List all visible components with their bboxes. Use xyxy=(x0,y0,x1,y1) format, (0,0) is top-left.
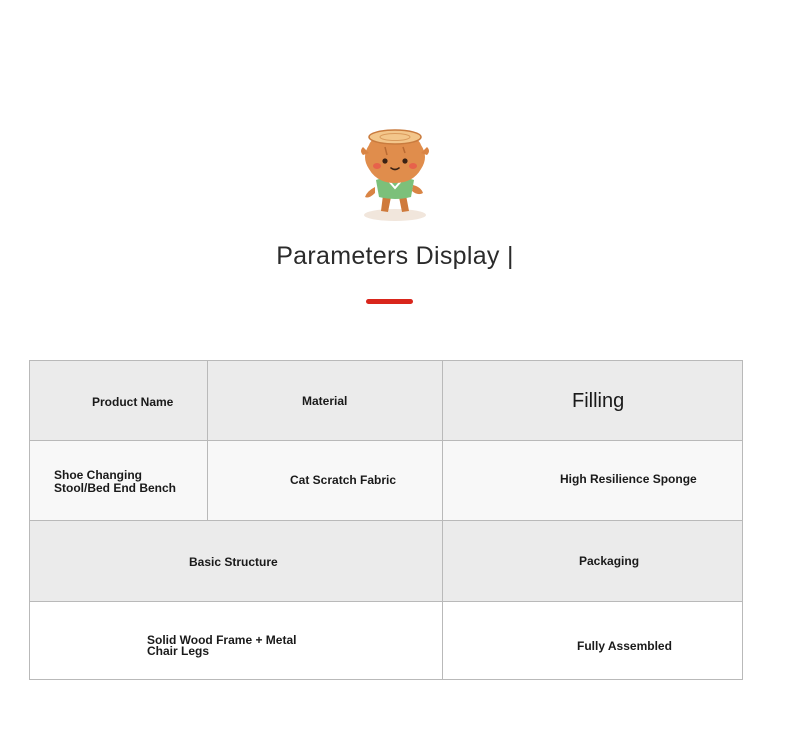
parameters-table xyxy=(29,360,743,680)
basic-structure-value-line2: Chair Legs xyxy=(147,644,210,658)
product-name-value-line2: Stool/Bed End Bench xyxy=(54,481,177,495)
value-cell-filling xyxy=(442,440,743,521)
value-cell-basic-structure xyxy=(29,601,443,680)
packaging-label: Packaging xyxy=(579,554,640,568)
basic-structure-value-line1: Solid Wood Frame + Metal xyxy=(147,633,297,647)
product-name-label: Product Name xyxy=(92,395,174,409)
header-cell-product-name xyxy=(29,360,208,441)
header-cell-filling xyxy=(442,360,743,441)
filling-label: Filling xyxy=(572,390,625,412)
filling-value: High Resilience Sponge xyxy=(560,472,697,486)
value-cell-packaging xyxy=(442,601,743,680)
header-cell-packaging xyxy=(442,520,743,602)
title-underline xyxy=(366,299,413,304)
value-cell-product-name xyxy=(29,440,208,521)
basic-structure-label: Basic Structure xyxy=(189,555,278,569)
tree-stump-mascot-icon xyxy=(355,125,435,225)
material-value: Cat Scratch Fabric xyxy=(290,473,397,487)
product-name-value-line1: Shoe Changing xyxy=(54,468,142,482)
header-cell-material xyxy=(207,360,443,441)
page-title: Parameters Display | xyxy=(276,242,514,270)
material-label: Material xyxy=(302,394,348,408)
header-cell-basic-structure xyxy=(29,520,443,602)
value-cell-material xyxy=(207,440,443,521)
packaging-value: Fully Assembled xyxy=(577,639,672,653)
